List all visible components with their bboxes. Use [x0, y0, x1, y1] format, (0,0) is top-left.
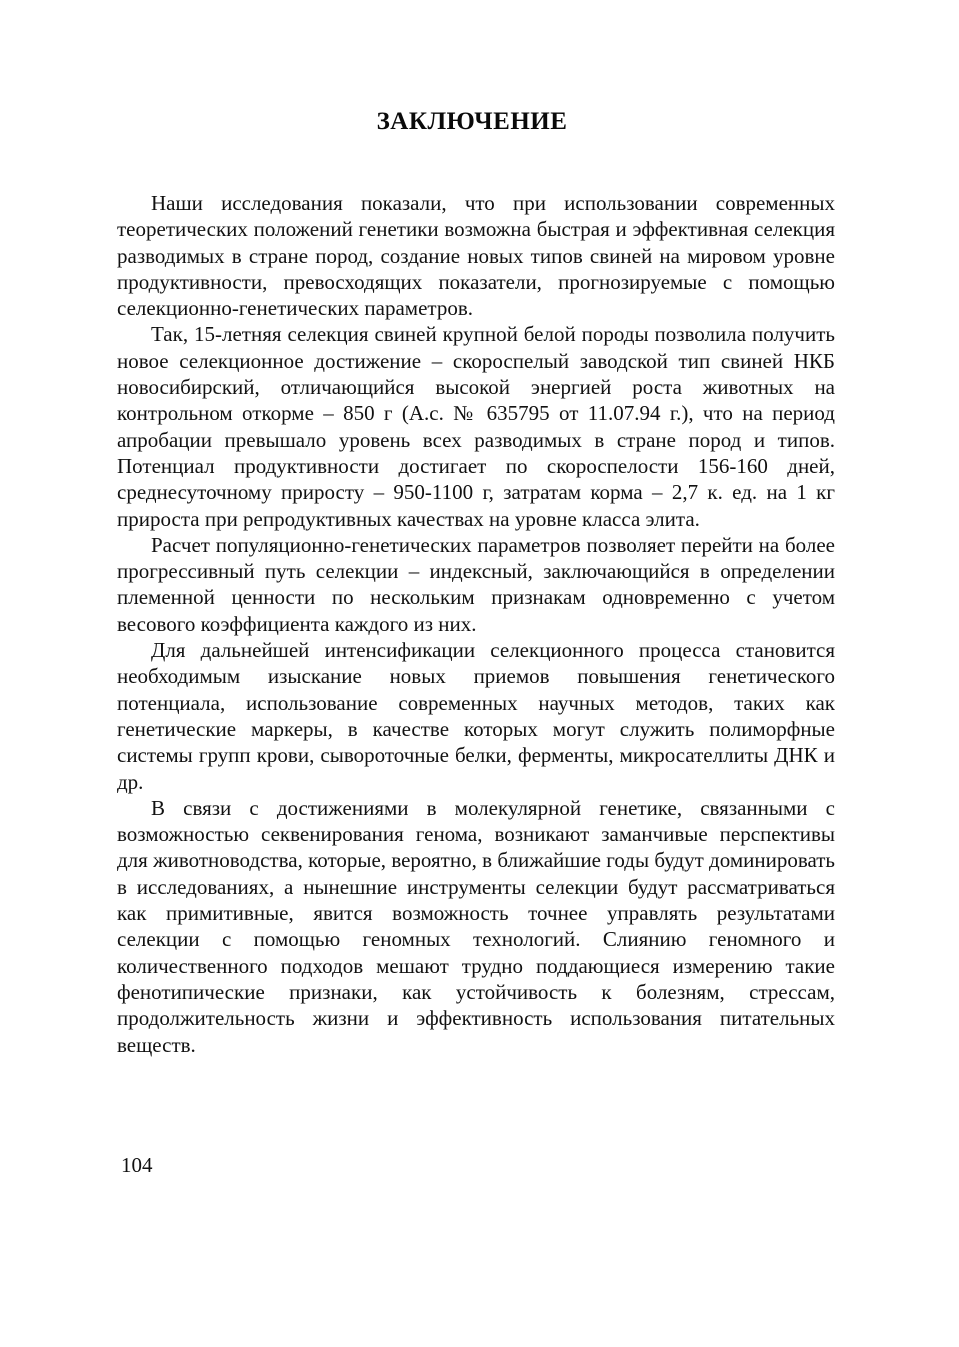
page-title: ЗАКЛЮЧЕНИЕ — [376, 108, 568, 135]
paragraph: Для дальнейшей интенсификации селекционного процесса становится необходимым изыскание новых приемов повышения генетического потенциала, использование современных научных методов, таких как генетические маркеры, в качестве которых могут служить полиморфные системы групп крови, сывороточные белки, ферменты, микросателлиты ДНК и др. — [117, 638, 835, 794]
paragraph: В связи с достижениями в молекулярной генетике, связанными с возможностью секвенирования генома, возникают заманчивые перспективы для животноводства, которые, вероятно, в ближайшие годы будут доминировать в исследованиях, а нынешние инструменты селекции будут рассматриваться как примитивные, явится возможность точнее управлять результатами селекции с помощью геномных технологий. Слиянию геномного и количественного подходов мешают трудно поддающиеся измерению такие фенотипические признаки, как устойчивость к болезням, стрессам, продолжительность жизни и эффективность использования питательных веществ. — [117, 795, 835, 1057]
body-text — [117, 190, 835, 1058]
paragraph: Расчет популяционно-генетических параметров позволяет перейти на более прогрессивный путь селекции – индексный, заключающийся в определении племенной ценности по нескольким признакам одновременно с учетом весового коэффициента каждого из них. — [117, 532, 835, 636]
paragraph: Наши исследования показали, что при использовании современных теоретических положений генетики возможна быстрая и эффективная селекция разводимых в стране пород, создание новых типов свиней на мировом уровне продуктивности, превосходящих показатели, прогнозируемые с помощью селекционно-генетических параметров. — [117, 191, 835, 321]
page-number: 104 — [121, 1153, 153, 1177]
paragraph: Так, 15-летняя селекция свиней крупной белой породы позволила получить новое селекционное достижение – скороспелый заводской тип свиней НКБ новосибирский, отличающийся высокой энергией роста животных на контрольном откорме – 850 г (А.с. № 635795 от 11.07.94 г.), что на период апробации превышало уровень всех разводимых в стране пород и типов. Потенциал продуктивности достигает по скороспелости 156-160 дней, среднесуточному приросту – 950-1100 г, затратам корма – 2,7 к. ед. на 1 кг прироста при репродуктивных качествах на уровне класса элита. — [117, 322, 835, 531]
